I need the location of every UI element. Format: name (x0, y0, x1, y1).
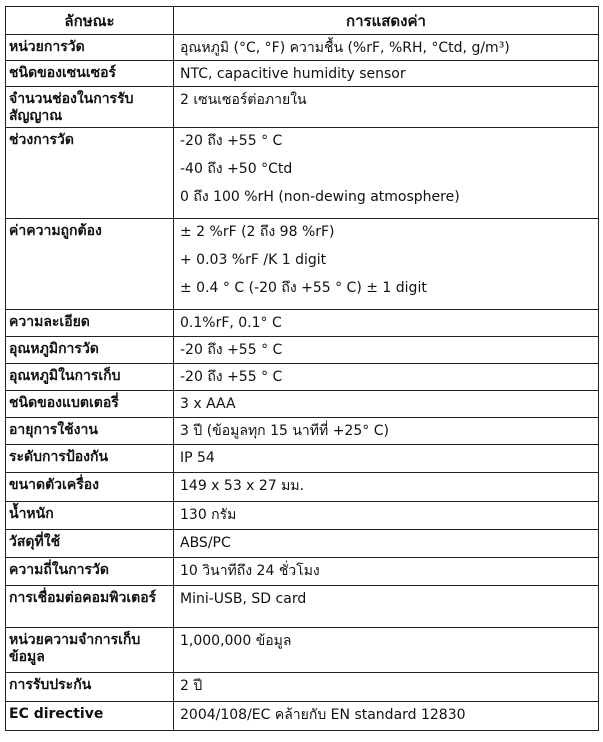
table-row (6, 87, 599, 128)
value-line: IP 54 (180, 450, 215, 466)
table-row (6, 35, 599, 61)
value-line: 0 ถึง 100 %rH (non-dewing atmosphere) (180, 189, 460, 205)
table-row (6, 391, 599, 418)
value-line: -20 ถึง +55 ° C (180, 133, 283, 149)
table-row (6, 702, 599, 731)
row-value (174, 558, 599, 586)
table-row (6, 673, 599, 702)
value-line: 149 x 53 x 27 มม. (180, 478, 305, 494)
row-label: ชนิดของเซนเซอร์ (6, 61, 174, 87)
header-property: ลักษณะ (6, 7, 174, 35)
value-line: 0.1%rF, 0.1° C (180, 315, 282, 331)
row-label: หน่วยการวัด (6, 35, 174, 61)
value-line: 2 ปี (180, 678, 203, 694)
table-row (6, 558, 599, 586)
header-display: การแสดงค่า (174, 7, 599, 35)
row-label: อายุการใช้งาน (6, 418, 174, 445)
row-value (174, 628, 599, 673)
table-row (6, 128, 599, 219)
table-row (6, 364, 599, 391)
table-row (6, 337, 599, 364)
value-line: -20 ถึง +55 ° C (180, 342, 283, 358)
row-value (174, 702, 599, 731)
table-row (6, 473, 599, 502)
row-value (174, 502, 599, 530)
row-label: ช่วงการวัด (6, 128, 174, 219)
row-label: ชนิดของแบตเตอรี่ (6, 391, 174, 418)
table-row (6, 586, 599, 628)
row-value (174, 337, 599, 364)
value-line: ± 2 %rF (2 ถึง 98 %rF) (180, 224, 335, 240)
table-row (6, 628, 599, 673)
table-row (6, 445, 599, 473)
table-row (6, 502, 599, 530)
row-value (174, 219, 599, 310)
value-line: 2 เซนเซอร์ต่อภายใน (180, 92, 307, 108)
value-line: 130 กรัม (180, 507, 237, 523)
row-value (174, 530, 599, 558)
row-value (174, 364, 599, 391)
value-line: 3 ปี (ข้อมูลทุก 15 นาทีที่ +25° C) (180, 423, 389, 439)
row-label: ขนาดตัวเครื่อง (6, 473, 174, 502)
table-row (6, 310, 599, 337)
row-value (174, 586, 599, 628)
row-value (174, 391, 599, 418)
value-line: -20 ถึง +55 ° C (180, 369, 283, 385)
value-line: 3 x AAA (180, 396, 236, 412)
table-row (6, 61, 599, 87)
row-label: ความถี่ในการวัด (6, 558, 174, 586)
row-label: ความละเอียด (6, 310, 174, 337)
row-label: EC directive (6, 702, 174, 731)
value-line: 10 วินาทีถึง 24 ชั่วโมง (180, 563, 320, 579)
value-line: อุณหภูมิ (°C, °F) ความชื้น (%rF, %RH, °Ctd, g/m³) (180, 40, 510, 56)
row-label: ระดับการป้องกัน (6, 445, 174, 473)
row-label: การเชื่อมต่อคอมพิวเตอร์ (6, 586, 174, 628)
row-value (174, 61, 599, 87)
header-row (6, 7, 599, 35)
value-line: Mini-USB, SD card (180, 591, 307, 607)
value-line: ABS/PC (180, 535, 231, 551)
table-row (6, 530, 599, 558)
row-value (174, 445, 599, 473)
table-row (6, 418, 599, 445)
value-line: 1,000,000 ข้อมูล (180, 633, 292, 649)
row-value (174, 418, 599, 445)
row-label: วัสดุที่ใช้ (6, 530, 174, 558)
row-label: ค่าความถูกต้อง (6, 219, 174, 310)
row-value (174, 310, 599, 337)
row-value (174, 35, 599, 61)
row-label: จำนวนช่องในการรับสัญญาณ (6, 87, 174, 128)
value-line: 2004/108/EC คล้ายกับ EN standard 12830 (180, 707, 466, 723)
row-value (174, 128, 599, 219)
value-line: NTC, capacitive humidity sensor (180, 66, 406, 82)
row-label: อุณหภูมิการวัด (6, 337, 174, 364)
row-value (174, 473, 599, 502)
row-label: การรับประกัน (6, 673, 174, 702)
table-row (6, 219, 599, 310)
row-label: น้ำหนัก (6, 502, 174, 530)
row-label: อุณหภูมิในการเก็บ (6, 364, 174, 391)
value-line: -40 ถึง +50 °Ctd (180, 161, 293, 177)
row-value (174, 87, 599, 128)
value-line: ± 0.4 ° C (-20 ถึง +55 ° C) ± 1 digit (180, 280, 427, 296)
row-label: หน่วยความจำการเก็บข้อมูล (6, 628, 174, 673)
value-line: + 0.03 %rF /K 1 digit (180, 252, 327, 268)
row-value (174, 673, 599, 702)
spec-table (5, 6, 599, 731)
